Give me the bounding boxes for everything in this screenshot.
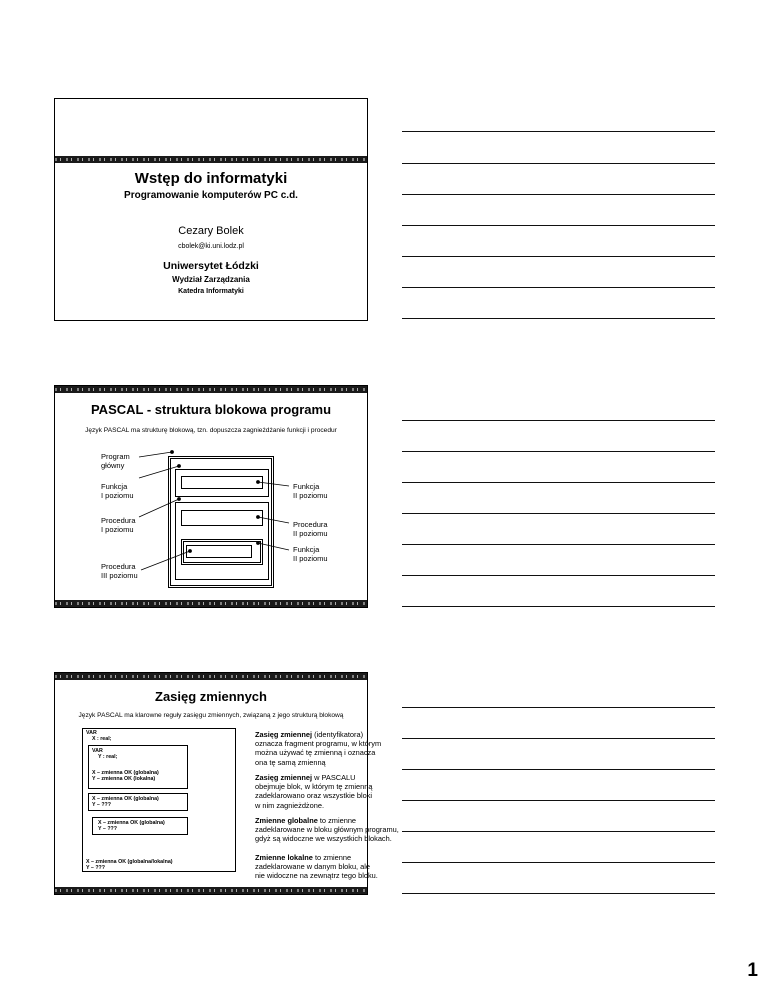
inner-scope-notes: X – zmienna OK (globalna) Y – zmienna OK (lokalna) (92, 770, 159, 783)
note-line (402, 575, 715, 576)
slide-3-title: Zasięg zmiennych (155, 689, 267, 704)
note-line (402, 606, 715, 607)
note-line (402, 420, 715, 421)
slide-1 (54, 98, 368, 321)
note-line (402, 256, 715, 257)
faculty-name: Wydział Zarządzania (172, 275, 250, 284)
slide-header-bar (55, 673, 367, 680)
scope-block-2-notes: X – zmienna OK (globalna) Y – ??? (92, 796, 159, 809)
slide-footer-bar (55, 887, 367, 894)
page-number: 1 (747, 960, 758, 981)
label-funkcja-i: Funkcja I poziomu (101, 482, 134, 500)
inner-var-decl: VAR Y : real; (92, 748, 118, 761)
note-line (402, 513, 715, 514)
outer-scope-notes: X – zmienna OK (globalna/lokalna) Y – ??? (86, 859, 173, 872)
slide-2-intro: Język PASCAL ma strukturę blokową, tzn. dopuszcza zagnieżdżanie funkcji i procedur (85, 427, 337, 434)
slide-header-bar (55, 156, 367, 163)
slide-1-subtitle: Programowanie komputerów PC c.d. (124, 190, 298, 201)
note-line (402, 194, 715, 195)
note-line (402, 287, 715, 288)
note-line (402, 800, 715, 801)
scope-block-3-notes: X – zmienna OK (globalna) Y – ??? (98, 820, 165, 833)
pascal-scope-paragraph: Zasięg zmiennej w PASCALU obejmuje blok, w którym tę zmienną zadeklarowano oraz wszystkie bloki w nim zagnieżdżone. (255, 773, 373, 810)
note-line (402, 707, 715, 708)
note-line (402, 862, 715, 863)
note-line (402, 225, 715, 226)
author-name: Cezary Bolek (178, 225, 244, 237)
department-name: Katedra Informatyki (178, 288, 244, 295)
note-line (402, 831, 715, 832)
note-line (402, 769, 715, 770)
slide-3 (54, 672, 399, 895)
note-line (402, 451, 715, 452)
university-name: Uniwersytet Łódzki (163, 260, 259, 272)
label-funkcja-ii-a: Funkcja II poziomu (293, 482, 328, 500)
slide-1-title: Wstęp do informatyki (134, 170, 288, 187)
outer-var-decl: VAR X : real; (86, 730, 112, 743)
note-line (402, 544, 715, 545)
label-procedura-ii: Procedura II poziomu (293, 520, 328, 538)
note-line (402, 738, 715, 739)
note-line (402, 482, 715, 483)
scope-definition-paragraph: Zasięg zmiennej (identyfikatora) oznacza fragment programu, w którym można używać tę zmienną i oznacza ona tę samą zmienną (255, 730, 382, 767)
note-line (402, 893, 715, 894)
slide-2 (54, 385, 368, 608)
local-variables-paragraph: Zmienne lokalne to zmienne zadeklarowane w danym bloku, ale nie widoczne na zewnątrz tego bloku. (255, 853, 378, 881)
slide-2-title: PASCAL - struktura blokowa programu (90, 402, 332, 417)
label-funkcja-ii-b: Funkcja II poziomu (293, 545, 328, 563)
note-line (402, 163, 715, 164)
slide-3-intro: Język PASCAL ma klarowne reguły zasięgu zmiennych, związaną z jego strukturą blokową (78, 712, 344, 719)
global-variables-paragraph: Zmienne globalne to zmienne zadeklarowane w bloku głównym programu, gdyż są widoczne we wszystkich blokach. (255, 816, 399, 844)
note-line (402, 131, 715, 132)
label-program-glowny: Program główny (101, 452, 130, 470)
label-procedura-i: Procedura I poziomu (101, 516, 136, 534)
label-procedura-iii: Procedura III poziomu (101, 562, 138, 580)
author-email: cbolek@ki.uni.lodz.pl (178, 243, 244, 250)
note-line (402, 318, 715, 319)
